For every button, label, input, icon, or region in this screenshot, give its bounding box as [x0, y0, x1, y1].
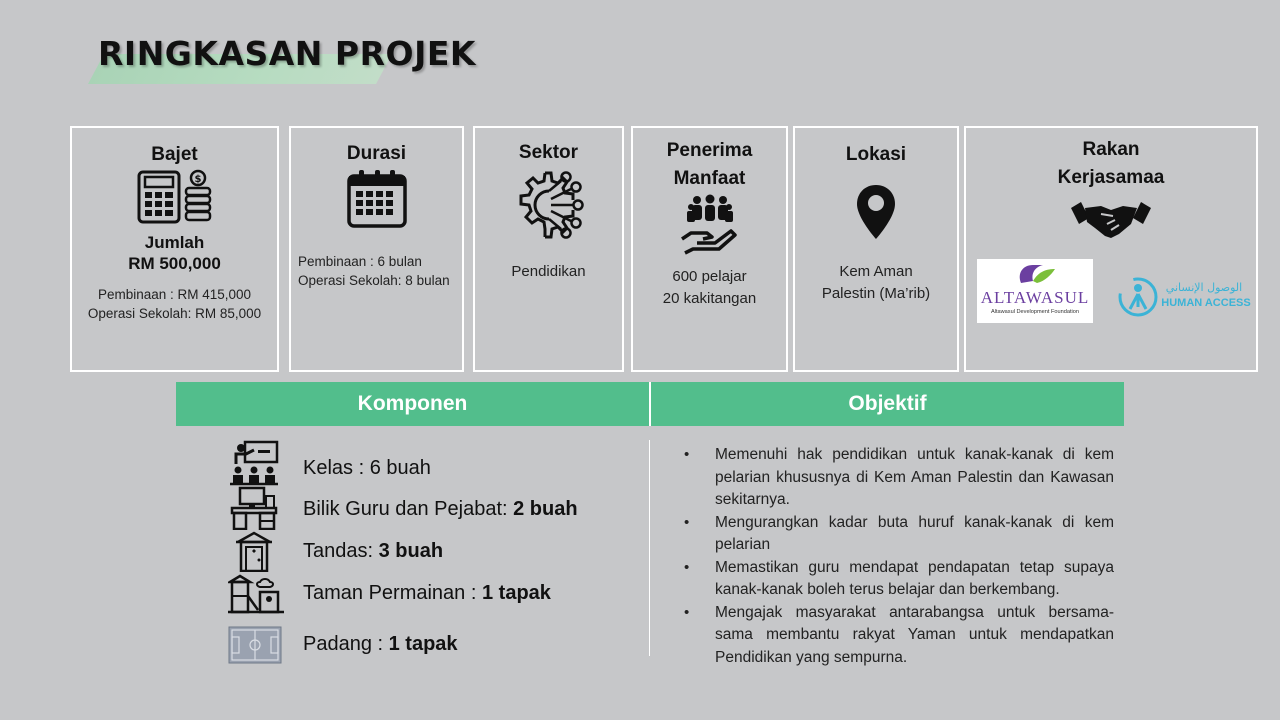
- card-title-lokasi: Lokasi: [845, 144, 907, 165]
- komponen-item-tandas: [228, 530, 280, 572]
- budget-line-1: Pembinaan : RM 415,000: [97, 287, 252, 302]
- card-title-penerima-2: Manfaat: [673, 168, 746, 189]
- football-field-icon: [228, 626, 282, 664]
- location-line-2: Palestin (Ma’rib): [821, 285, 931, 302]
- svg-text:$: $: [194, 174, 201, 185]
- komponen-item-bilik-guru: [228, 486, 280, 530]
- desk-computer-icon: [228, 486, 280, 530]
- komponen-label-taman-permainan: Taman Permainan : 1 tapak: [303, 582, 551, 604]
- card-title-sektor: Sektor: [518, 142, 579, 163]
- location-line-1: Kem Aman: [839, 263, 913, 280]
- objektif-list: [676, 444, 1114, 669]
- classroom-icon: [228, 440, 280, 486]
- card-title-bajet: Bajet: [151, 144, 198, 165]
- card-title-rakan-2: Kerjasamaa: [1057, 167, 1165, 188]
- komponen-item-kelas: [228, 440, 280, 486]
- budget-amount-label: Jumlah: [144, 233, 205, 252]
- people-hand-icon: [679, 193, 741, 255]
- handshake-icon: [1071, 198, 1151, 242]
- duration-line-1: Pembinaan : 6 bulan: [298, 254, 422, 269]
- column-divider: [649, 440, 650, 656]
- section-header-band: [176, 382, 1124, 426]
- komponen-label-kelas: Kelas : 6 buah: [303, 457, 431, 479]
- komponen-item-padang: [228, 626, 282, 664]
- komponen-label-bilik-guru: Bilik Guru dan Pejabat: 2 buah: [303, 498, 578, 520]
- objektif-item: • Memenuhi hak pendidikan untuk kanak-kanak di kem pelarian khususnya di Kem Aman Palestin dan Kawasan sekitarnya.: [676, 444, 1114, 512]
- altawasul-logo: [977, 259, 1093, 323]
- header-objektif: Objektif: [848, 392, 927, 415]
- duration-line-2: Operasi Sekolah: 8 bulan: [298, 273, 450, 288]
- card-title-durasi: Durasi: [346, 143, 407, 164]
- komponen-label-tandas: Tandas: 3 buah: [303, 540, 444, 562]
- calendar-icon: [346, 168, 408, 230]
- playground-icon: [228, 574, 284, 614]
- title-block: [88, 34, 476, 86]
- objektif-item: • Mengajak masyarakat antarabangsa untuk bersama-sama membantu rakyat Yaman untuk mendapatkan Pendidikan yang sempurna.: [676, 602, 1114, 670]
- sector-value: Pendidikan: [511, 263, 586, 280]
- objektif-item: • Memastikan guru mendapat pendapatan tetap supaya kanak-kanak boleh terus belajar dan berkembang.: [676, 557, 1114, 602]
- budget-amount: RM 500,000: [128, 254, 221, 273]
- beneficiary-line-1: 600 pelajar: [672, 268, 747, 285]
- card-durasi: [289, 126, 464, 372]
- gear-network-icon: [511, 167, 587, 243]
- human-access-logo: [1116, 275, 1252, 321]
- objektif-item: • Mengurangkan kadar buta huruf kanak-kanak di kem pelarian: [676, 512, 1114, 557]
- card-rakan-kerjasamaa: [964, 126, 1258, 372]
- human-access-emblem-icon: [1116, 275, 1158, 319]
- toilet-building-icon: [228, 530, 280, 572]
- header-komponen: Komponen: [357, 392, 468, 415]
- card-bajet: [70, 126, 279, 372]
- page-title: RINGKASAN PROJEK: [98, 34, 476, 73]
- komponen-item-taman-permainan: [228, 574, 284, 614]
- human-access-text: HUMAN ACCESS: [1161, 297, 1251, 309]
- beneficiary-line-2: 20 kakitangan: [662, 290, 757, 307]
- card-title-rakan-1: Rakan: [1082, 139, 1140, 160]
- card-lokasi: [793, 126, 959, 372]
- altawasul-logo-text: ALTAWASUL: [980, 288, 1090, 307]
- komponen-label-padang: Padang : 1 tapak: [303, 633, 458, 655]
- map-pin-icon: [855, 183, 897, 241]
- calculator-coins-icon: [136, 169, 214, 225]
- altawasul-logo-subtext: Altawasul Development Foundation: [991, 309, 1079, 315]
- altawasul-emblem-icon: [977, 259, 1093, 289]
- card-penerima-manfaat: [631, 126, 788, 372]
- card-sektor: [473, 126, 624, 372]
- human-access-arabic: الوصول الإنساني: [1165, 281, 1243, 294]
- card-title-penerima-1: Penerima: [666, 140, 753, 161]
- budget-line-2: Operasi Sekolah: RM 85,000: [87, 306, 262, 321]
